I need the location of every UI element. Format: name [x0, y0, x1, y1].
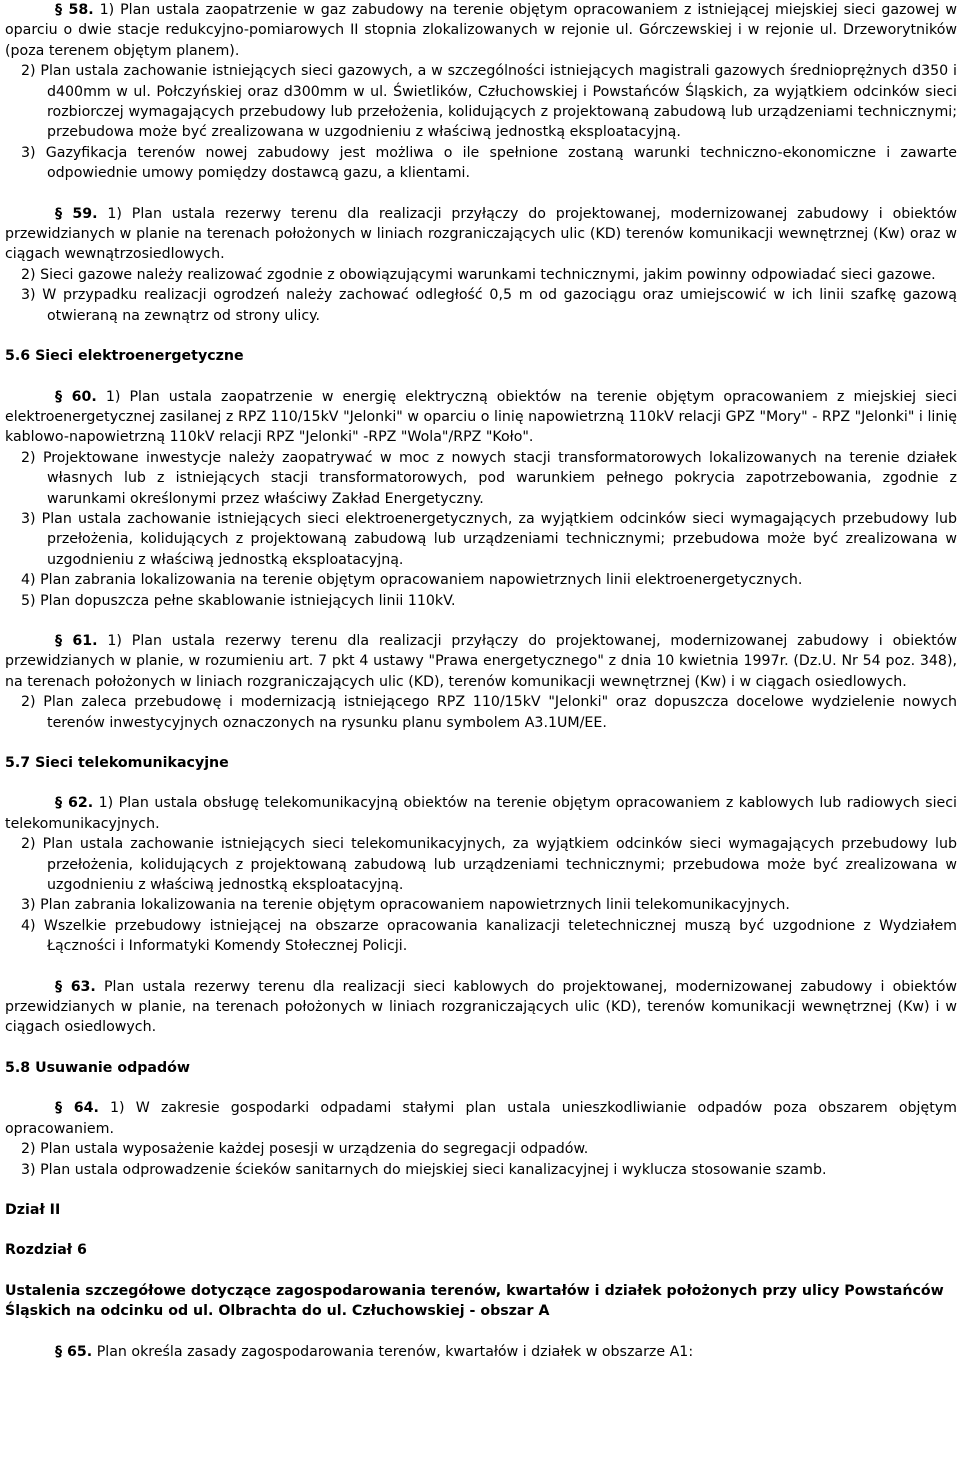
paragraph-64-3: 3) Plan ustala odprowadzenie ścieków sanitarnych do miejskiej sieci kanalizacyjnej i wyklucza stosowanie szamb.: [21, 1161, 827, 1178]
paragraph-62-4: 4) Wszelkie przebudowy istniejącej na obszarze opracowania kanalizacji teletechnicznej muszą być uzgodnione z Wydziałem Łączności i Informatyki Komendy Stołecznej Policji.: [21, 917, 957, 955]
section-number-63: § 63.: [55, 978, 96, 995]
paragraph-64-2: 2) Plan ustala wyposażenie każdej posesji w urządzenia do segregacji odpadów.: [21, 1141, 589, 1158]
document-page: [5, 0, 957, 1362]
paragraph-58-3: 3) Gazyfikacja terenów nowej zabudowy jest możliwa o ile spełnione zostaną warunki techniczno-ekonomiczne i zawarte odpowiednie umowy pomiędzy dostawcą gazu, a klientami.: [21, 144, 957, 182]
section-number-64: § 64.: [55, 1100, 99, 1117]
paragraph-58-2: 2) Plan ustala zachowanie istniejących sieci gazowych, a w szczególności istniejących magistrali gazowych średnioprężnych d350 i d400mm w ul. Połczyńskiej oraz d300mm w ul. Świetlików, Człuchowskiej i Powstańców Śląskich, za wyjątkiem odcinków sieci rozbiorczej wymagających przebudowy lub przełożenia, kolidujących z projektowaną zabudową lub urządzeniami technicznymi; przebudowa może być zrealizowana w uzgodnieniu z właściwą jednostką eksploatacyjną.: [21, 63, 957, 141]
heading-5-8: 5.8 Usuwanie odpadów: [5, 1059, 190, 1076]
paragraph-62-2: 2) Plan ustala zachowanie istniejących sieci telekomunikacyjnych, za wyjątkiem odcinków sieci wymagających przebudowy lub przełożenia, kolidujących z projektowaną zabudową lub urządzeniami technicznymi; przebudowa może być zrealizowana w uzgodnieniu z właściwą jednostką eksploatacyjną.: [21, 836, 957, 894]
paragraph-61-1: § 61. 1) Plan ustala rezerwy terenu dla realizacji przyłączy do projektowanej, modernizowanej zabudowy i obiektów przewidzianych w planie, w rozumieniu art. 7 pkt 4 ustawy "Prawa energetycznego" z dnia 10 kwietnia 1997r. (Dz.U. Nr 54 poz. 348), na terenach położonych w liniach rozgraniczających ulic (KD), terenów komunikacji wewnętrznej (Kw) i w ciągach osiedlowych.: [5, 632, 957, 690]
dzial-heading: Dział II: [5, 1201, 61, 1218]
paragraph-61-2: 2) Plan zaleca przebudowę i modernizacją istniejącego RPZ 110/15kV "Jelonki" oraz dopuszcza docelowe wydzielenie nowych terenów inwestycyjnych oznaczonych na rysunku planu symbolem A3.1UM/EE.: [21, 694, 957, 731]
paragraph-60-3: 3) Plan ustala zachowanie istniejących sieci elektroenergetycznych, za wyjątkiem odcinków sieci wymagających przebudowy lub przełożenia, kolidujących z projektowaną zabudową lub urządzeniami technicznymi; przebudowa może być zrealizowana w uzgodnieniu z właściwą jednostką eksploatacyjną.: [21, 510, 957, 568]
paragraph-59-2: 2) Sieci gazowe należy realizować zgodnie z obowiązującymi warunkami technicznymi, jakim powinny odpowiadać sieci gazowe.: [21, 266, 936, 283]
section-number-60: § 60.: [55, 388, 97, 405]
paragraph-59-1: § 59. 1) Plan ustala rezerwy terenu dla realizacji przyłączy do projektowanej, modernizowanej zabudowy i obiektów przewidzianych w planie na terenach położonych w liniach rozgraniczających ulic (KD) terenów komunikacji wewnętrznej (Kw) oraz w ciągach wewnątrzosiedlowych.: [5, 205, 957, 263]
rozdzial-heading: Rozdział 6: [5, 1242, 87, 1259]
heading-5-7: 5.7 Sieci telekomunikacyjne: [5, 755, 229, 771]
section-number-61: § 61.: [55, 632, 98, 649]
paragraph-60-4: 4) Plan zabrania lokalizowania na terenie objętym opracowaniem napowietrznych linii elektroenergetycznych.: [21, 572, 803, 589]
paragraph-62-3: 3) Plan zabrania lokalizowania na terenie objętym opracowaniem napowietrznych linii telekomunikacyjnych.: [21, 897, 790, 914]
heading-5-6: 5.6 Sieci elektroenergetyczne: [5, 348, 244, 365]
paragraph-64-1: § 64. 1) W zakresie gospodarki odpadami stałymi plan ustala unieszkodliwianie odpadów poza obszarem objętym opracowaniem.: [5, 1100, 957, 1137]
paragraph-60-2: 2) Projektowane inwestycje należy zaopatrywać w moc z nowych stacji transformatorowych lokalizowanych na terenie działek własnych lub z istniejących stacji transformatorowych, pod warunkiem pełnego pokrycia zapotrzebowania, zgodnie z warunkami określonymi przez właściwy Zakład Energetyczny.: [21, 449, 957, 507]
section-number-58: § 58.: [55, 2, 94, 18]
paragraph-65-1: § 65. Plan określa zasady zagospodarowania terenów, kwartałów i działek w obszarze A1:: [55, 1343, 694, 1360]
paragraph-63-1: § 63. Plan ustala rezerwy terenu dla realizacji sieci kablowych do projektowanej, modernizowanej zabudowy i obiektów przewidzianych w planie, na terenach położonych w liniach rozgraniczających ulic (KD), terenów komunikacji wewnętrznej (Kw) i w ciągach osiedlowych.: [5, 978, 957, 1036]
rozdzial-title: Ustalenia szczegółowe dotyczące zagospodarowania terenów, kwartałów i działek położonych przy ulicy Powstańców Śląskich na odcinku od ul. Olbrachta do ul. Człuchowskiej - obszar A: [5, 1282, 944, 1320]
paragraph-59-3: 3) W przypadku realizacji ogrodzeń należy zachować odległość 0,5 m od gazociągu oraz umiejscowić w ich linii szafkę gazową otwieraną na zewnątrz od strony ulicy.: [21, 287, 957, 324]
section-number-65: § 65.: [55, 1343, 93, 1360]
section-number-62: § 62.: [55, 795, 94, 812]
paragraph-58-1: § 58. 1) Plan ustala zaopatrzenie w gaz zabudowy na terenie objętym opracowaniem z istniejącej miejskiej sieci gazowej w oparciu o dwie stacje redukcyjno-pomiarowych II stopnia zlokalizowanych w rejonie ul. Górczewskiej i w rejonie ul. Drzeworytników (poza terenem objętym planem).: [5, 2, 957, 59]
paragraph-60-1: § 60. 1) Plan ustala zaopatrzenie w energię elektryczną obiektów na terenie objętym opracowaniem z miejskiej sieci elektroenergetycznej zasilanej z RPZ 110/15kV "Jelonki" w oparciu o linię napowietrzną 110kV relacji GPZ "Mory" - RPZ "Jelonki" i linię kablowo-napowietrzną 110kV relacji RPZ "Jelonki" -RPZ "Wola"/RPZ "Koło".: [5, 388, 957, 446]
paragraph-62-1: § 62. 1) Plan ustala obsługę telekomunikacyjną obiektów na terenie objętym opracowaniem z kablowych lub radiowych sieci telekomunikacyjnych.: [5, 795, 957, 832]
section-number-59: § 59.: [55, 205, 98, 222]
paragraph-60-5: 5) Plan dopuszcza pełne skablowanie istniejących linii 110kV.: [21, 592, 456, 609]
